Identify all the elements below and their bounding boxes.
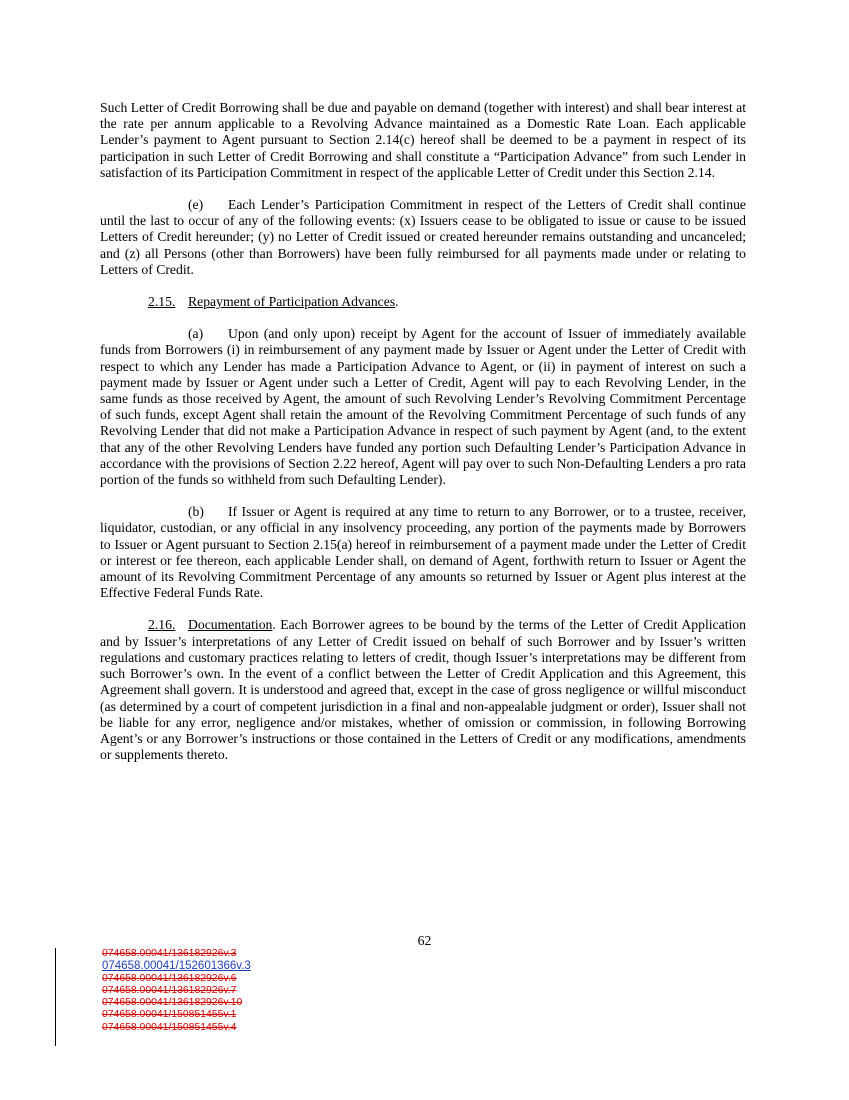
paragraph-2-16 [100, 617, 746, 763]
section-title: Documentation [188, 617, 273, 633]
section-number: 2.16. [148, 617, 176, 633]
paragraph-2-15-b [100, 504, 746, 601]
subsection-label: (a) [188, 326, 204, 342]
paragraph-text: If Issuer or Agent is required at any time to return to any Borrower, or to a trustee, receiver, liquidator, custodian, or any official in any insolvency proceeding, any portion of the payments made by Borrowers to Issuer or Agent pursuant to Section 2.15(a) hereof in reimbursement of a payment made under the Letter of Credit or interest or fee thereon, each applicable Lender shall, on demand of Agent, forthwith return to Issuer or Agent the amount of its Revolving Commitment Percentage of any amounts so returned by Issuer or Agent plus interest at the Effective Federal Funds Rate. [100, 504, 746, 601]
document-id: 074658.00041/136182926v.7 [102, 984, 237, 996]
section-number: 2.15. [148, 294, 176, 310]
document-id: 074658.00041/150851455v.4 [102, 1021, 237, 1033]
document-id: 074658.00041/136182926v.10 [102, 997, 243, 1009]
paragraph-2-14-e [100, 197, 746, 278]
paragraph-text: . Each Borrower agrees to be bound by the terms of the Letter of Credit Application and by Issuer’s interpretations of any Letter of Credit issued on behalf of such Borrower and by Issuer’s written regulations and customary practices relating to letters of credit, though Issuer’s interpretations may be different from such Borrower’s own. In the event of a conflict between the Letter of Credit Application and this Agreement, this Agreement shall govern. It is understood and agreed that, except in the case of gross negligence or willful misconduct (as determined by a court of competent jurisdiction in a final and non-appealable judgment or order), Issuer shall not be liable for any error, negligence and/or mistakes, whether of omission or commission, in following Borrowing Agent’s or any Borrower’s instructions or those contained in the Letters of Credit or any modifications, amendments or supplements thereto. [100, 617, 746, 763]
document-id-footer [102, 948, 251, 1034]
document-id: 074658.00041/150851455v.1 [102, 1009, 237, 1021]
subsection-label: (e) [188, 197, 204, 213]
page-number: 62 [417, 933, 432, 948]
document-page [100, 100, 746, 779]
paragraph-text: Upon (and only upon) receipt by Agent for the account of Issuer of immediately available funds from Borrowers (i) in reimbursement of any payment made by Issuer or Agent under the Letter of Credit with respect to which any Lender has made a Participation Advance to Agent, or (ii) in payment of interest on such a payment made by Issuer or Agent under such a Letter of Credit, Agent will pay to each Revolving Lender, in the same funds as those received by Agent, the amount of such Revolving Lender’s Revolving Commitment Percentage of such funds, except Agent shall retain the amount of the Revolving Commitment Percentage of such funds of any Revolving Lender that did not make a Participation Advance in respect of such payment by Agent (and, to the extent that any of the other Revolving Lenders have funded any portion such Defaulting Lender’s Participation Advance in accordance with the provisions of Section 2.22 hereof, Agent will pay over to such Non-Defaulting Lenders a pro rata portion of the funds so withheld from such Defaulting Lender). [100, 326, 746, 488]
document-id: 074658.00041/136182926v.3 [102, 948, 237, 959]
paragraph-letter-of-credit-borrowing [100, 100, 746, 181]
change-bar [55, 948, 56, 1046]
document-id: 074658.00041/152601366v.3 [102, 960, 251, 973]
paragraph-text: Each Lender’s Participation Commitment in respect of the Letters of Credit shall continue until the last to occur of any of the following events: (x) Issuers cease to be obligated to issue or cause to be issued Letters of Credit hereunder; (y) no Letter of Credit issued or created hereunder remains outstanding and uncanceled; and (z) all Persons (other than Borrowers) have been fully reimbursed for all payments made under or relating to Letters of Credit. [100, 197, 746, 277]
document-id: 074658.00041/136182926v.6 [102, 972, 237, 984]
section-title: Repayment of Participation Advances [188, 294, 396, 310]
paragraph-text: Such Letter of Credit Borrowing shall be due and payable on demand (together with interest) and shall bear interest at the rate per annum applicable to a Revolving Advance maintained as a Domestic Rate Loan. Each applicable Lender’s payment to Agent pursuant to Section 2.14(c) hereof shall be deemed to be a payment in respect of its participation in such Letter of Credit Borrowing and shall constitute a “Participation Advance” from such Lender in satisfaction of its Participation Commitment in respect of the applicable Letter of Credit under this Section 2.14. [100, 100, 746, 180]
subsection-label: (b) [188, 504, 204, 520]
paragraph-2-15-a [100, 326, 746, 488]
section-heading-2-15 [100, 294, 746, 310]
section-title-period: . [395, 294, 399, 310]
